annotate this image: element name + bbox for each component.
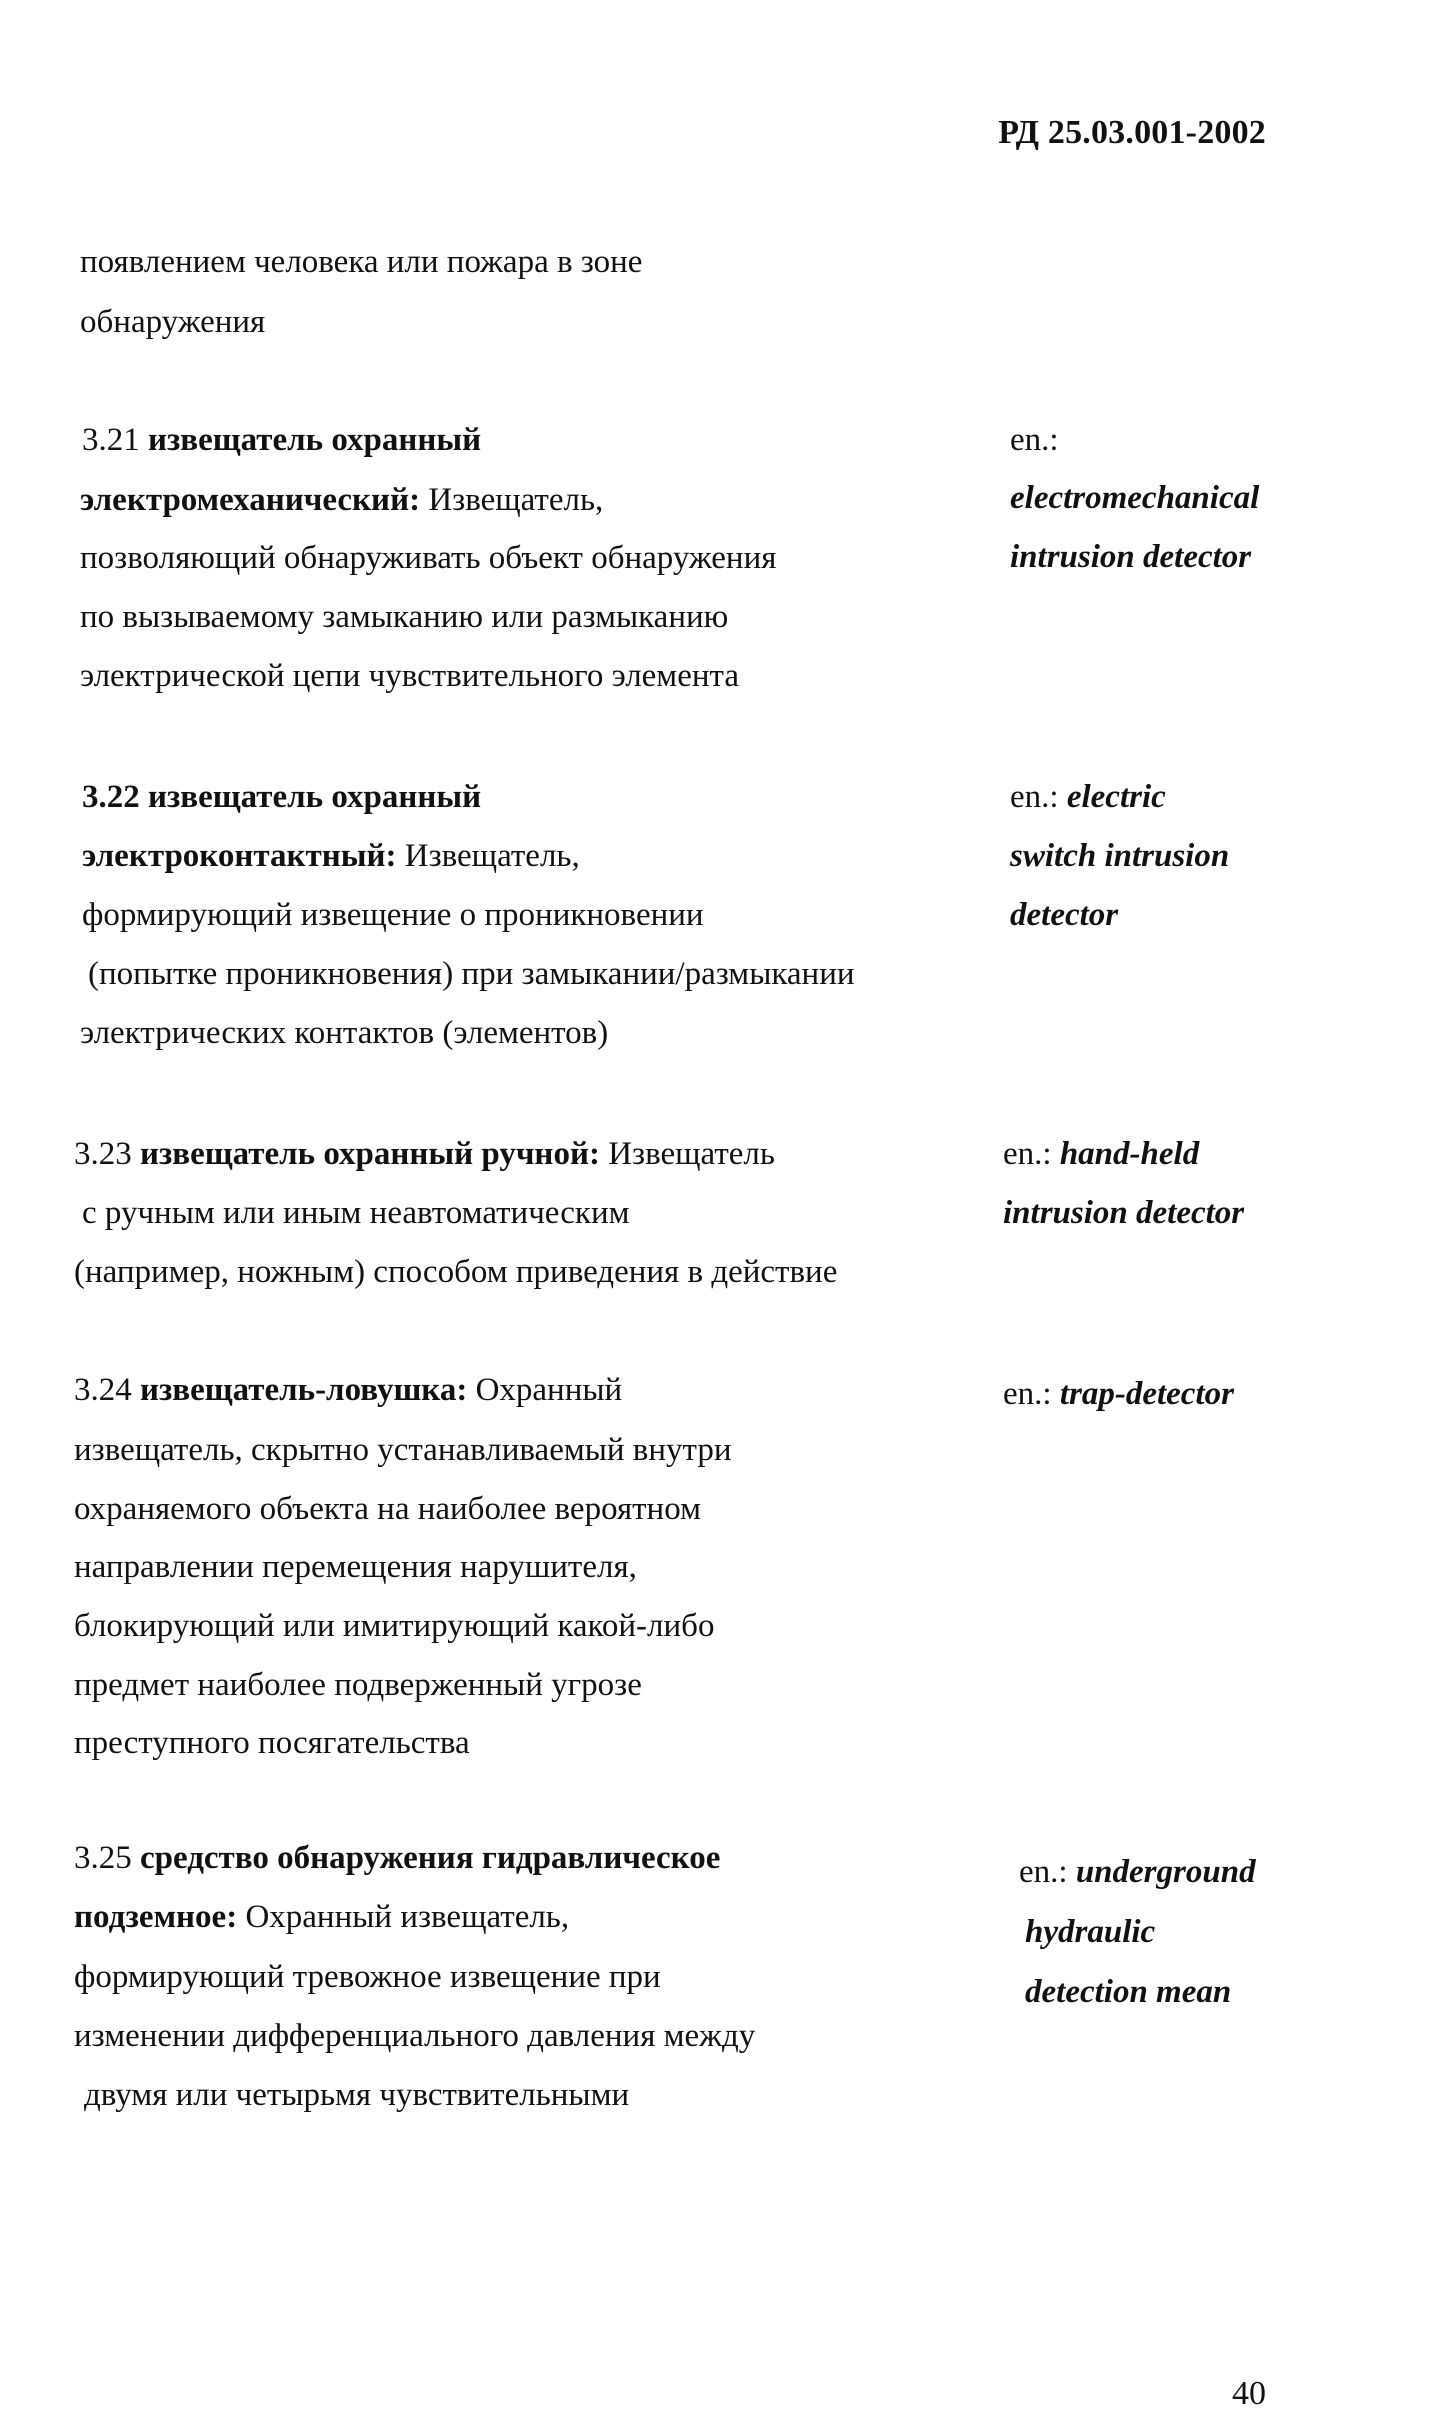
entry-first-line <box>82 781 481 814</box>
entry-term: извещатель охранный <box>148 779 482 815</box>
en-prefix: en.: <box>1010 779 1059 815</box>
entry-line <box>80 484 603 517</box>
entry-line: формирующий тревожное извещение при <box>74 1959 661 1995</box>
entry-first-line <box>74 1374 622 1407</box>
entry-line: двумя или четырьмя чувствительными <box>84 2077 630 2113</box>
entry-term: подземное: <box>74 1899 238 1935</box>
entry-number: 3.25 <box>74 1840 132 1876</box>
document-code: РД 25.03.001-2002 <box>998 114 1266 151</box>
en-term: switch intrusion <box>1010 838 1230 874</box>
entry-term: извещатель охранный ручной: <box>140 1136 600 1172</box>
en-term-line <box>1003 1378 1234 1411</box>
continuation-line: обнаружения <box>80 304 266 340</box>
continuation-line: появлением человека или пожара в зоне <box>80 244 643 280</box>
en-term-line <box>1010 781 1166 814</box>
en-prefix: en.: <box>1010 422 1059 458</box>
en-term-line <box>1019 1856 1256 1889</box>
entry-line: блокирующий или имитирующий какой-либо <box>74 1608 715 1644</box>
entry-text: Извещатель, <box>404 838 580 874</box>
en-term: underground <box>1075 1854 1256 1890</box>
entry-line: формирующий извещение о проникновении <box>82 897 704 933</box>
en-prefix: en.: <box>1019 1854 1068 1890</box>
entry-line: (например, ножным) способом приведения в действие <box>74 1254 838 1290</box>
entry-term: электроконтактный: <box>82 838 397 874</box>
entry-first-line <box>74 1842 720 1875</box>
entry-line: направлении перемещения нарушителя, <box>74 1549 637 1585</box>
entry-line: с ручным или иным неавтоматическим <box>82 1195 630 1231</box>
entry-line: преступного посягательства <box>74 1725 470 1761</box>
entry-term: извещатель-ловушка: <box>140 1372 468 1408</box>
page-number: 40 <box>1232 2375 1266 2412</box>
entry-line: изменении дифференциального давления между <box>74 2018 756 2054</box>
en-term: intrusion detector <box>1003 1195 1245 1231</box>
entry-number: 3.23 <box>74 1136 132 1172</box>
entry-line: предмет наиболее подверженный угрозе <box>74 1667 642 1703</box>
entry-line: позволяющий обнаруживать объект обнаружения <box>80 540 777 576</box>
entry-term: электромеханический: <box>80 482 421 518</box>
en-term: hand-held <box>1059 1136 1200 1172</box>
entry-text: Извещатель <box>608 1136 775 1172</box>
entry-line: по вызываемому замыканию или размыканию <box>80 599 729 635</box>
entry-line: электрических контактов (элементов) <box>80 1015 609 1051</box>
entry-first-line <box>82 424 481 457</box>
entry-text: Охранный <box>475 1372 623 1408</box>
en-prefix: en.: <box>1003 1136 1052 1172</box>
entry-number: 3.21 <box>82 422 140 458</box>
entry-number: 3.24 <box>74 1372 132 1408</box>
entry-line: (попытке проникновения) при замыкании/размыкании <box>88 956 855 992</box>
entry-first-line <box>74 1138 775 1171</box>
entry-line: электрической цепи чувствительного элемента <box>80 658 739 694</box>
entry-line: извещатель, скрытно устанавливаемый внутри <box>74 1432 732 1468</box>
en-term: detection mean <box>1025 1974 1232 2010</box>
en-term-line <box>1003 1138 1199 1171</box>
entry-text: Извещатель, <box>428 482 604 518</box>
entry-text: Охранный извещатель, <box>245 1899 570 1935</box>
entry-line: охраняемого объекта на наиболее вероятном <box>74 1491 701 1527</box>
entry-term: извещатель охранный <box>148 422 482 458</box>
en-term: trap-detector <box>1059 1376 1234 1412</box>
en-term: electric <box>1066 779 1166 815</box>
en-term: hydraulic <box>1025 1914 1156 1950</box>
en-prefix: en.: <box>1003 1376 1052 1412</box>
en-term: intrusion detector <box>1010 539 1252 575</box>
entry-number: 3.22 <box>82 779 140 815</box>
en-term: electromechanical <box>1010 480 1260 516</box>
entry-line <box>82 840 580 873</box>
en-term: detector <box>1010 897 1119 933</box>
entry-line <box>74 1901 569 1934</box>
entry-term: средство обнаружения гидравлическое <box>140 1840 721 1876</box>
